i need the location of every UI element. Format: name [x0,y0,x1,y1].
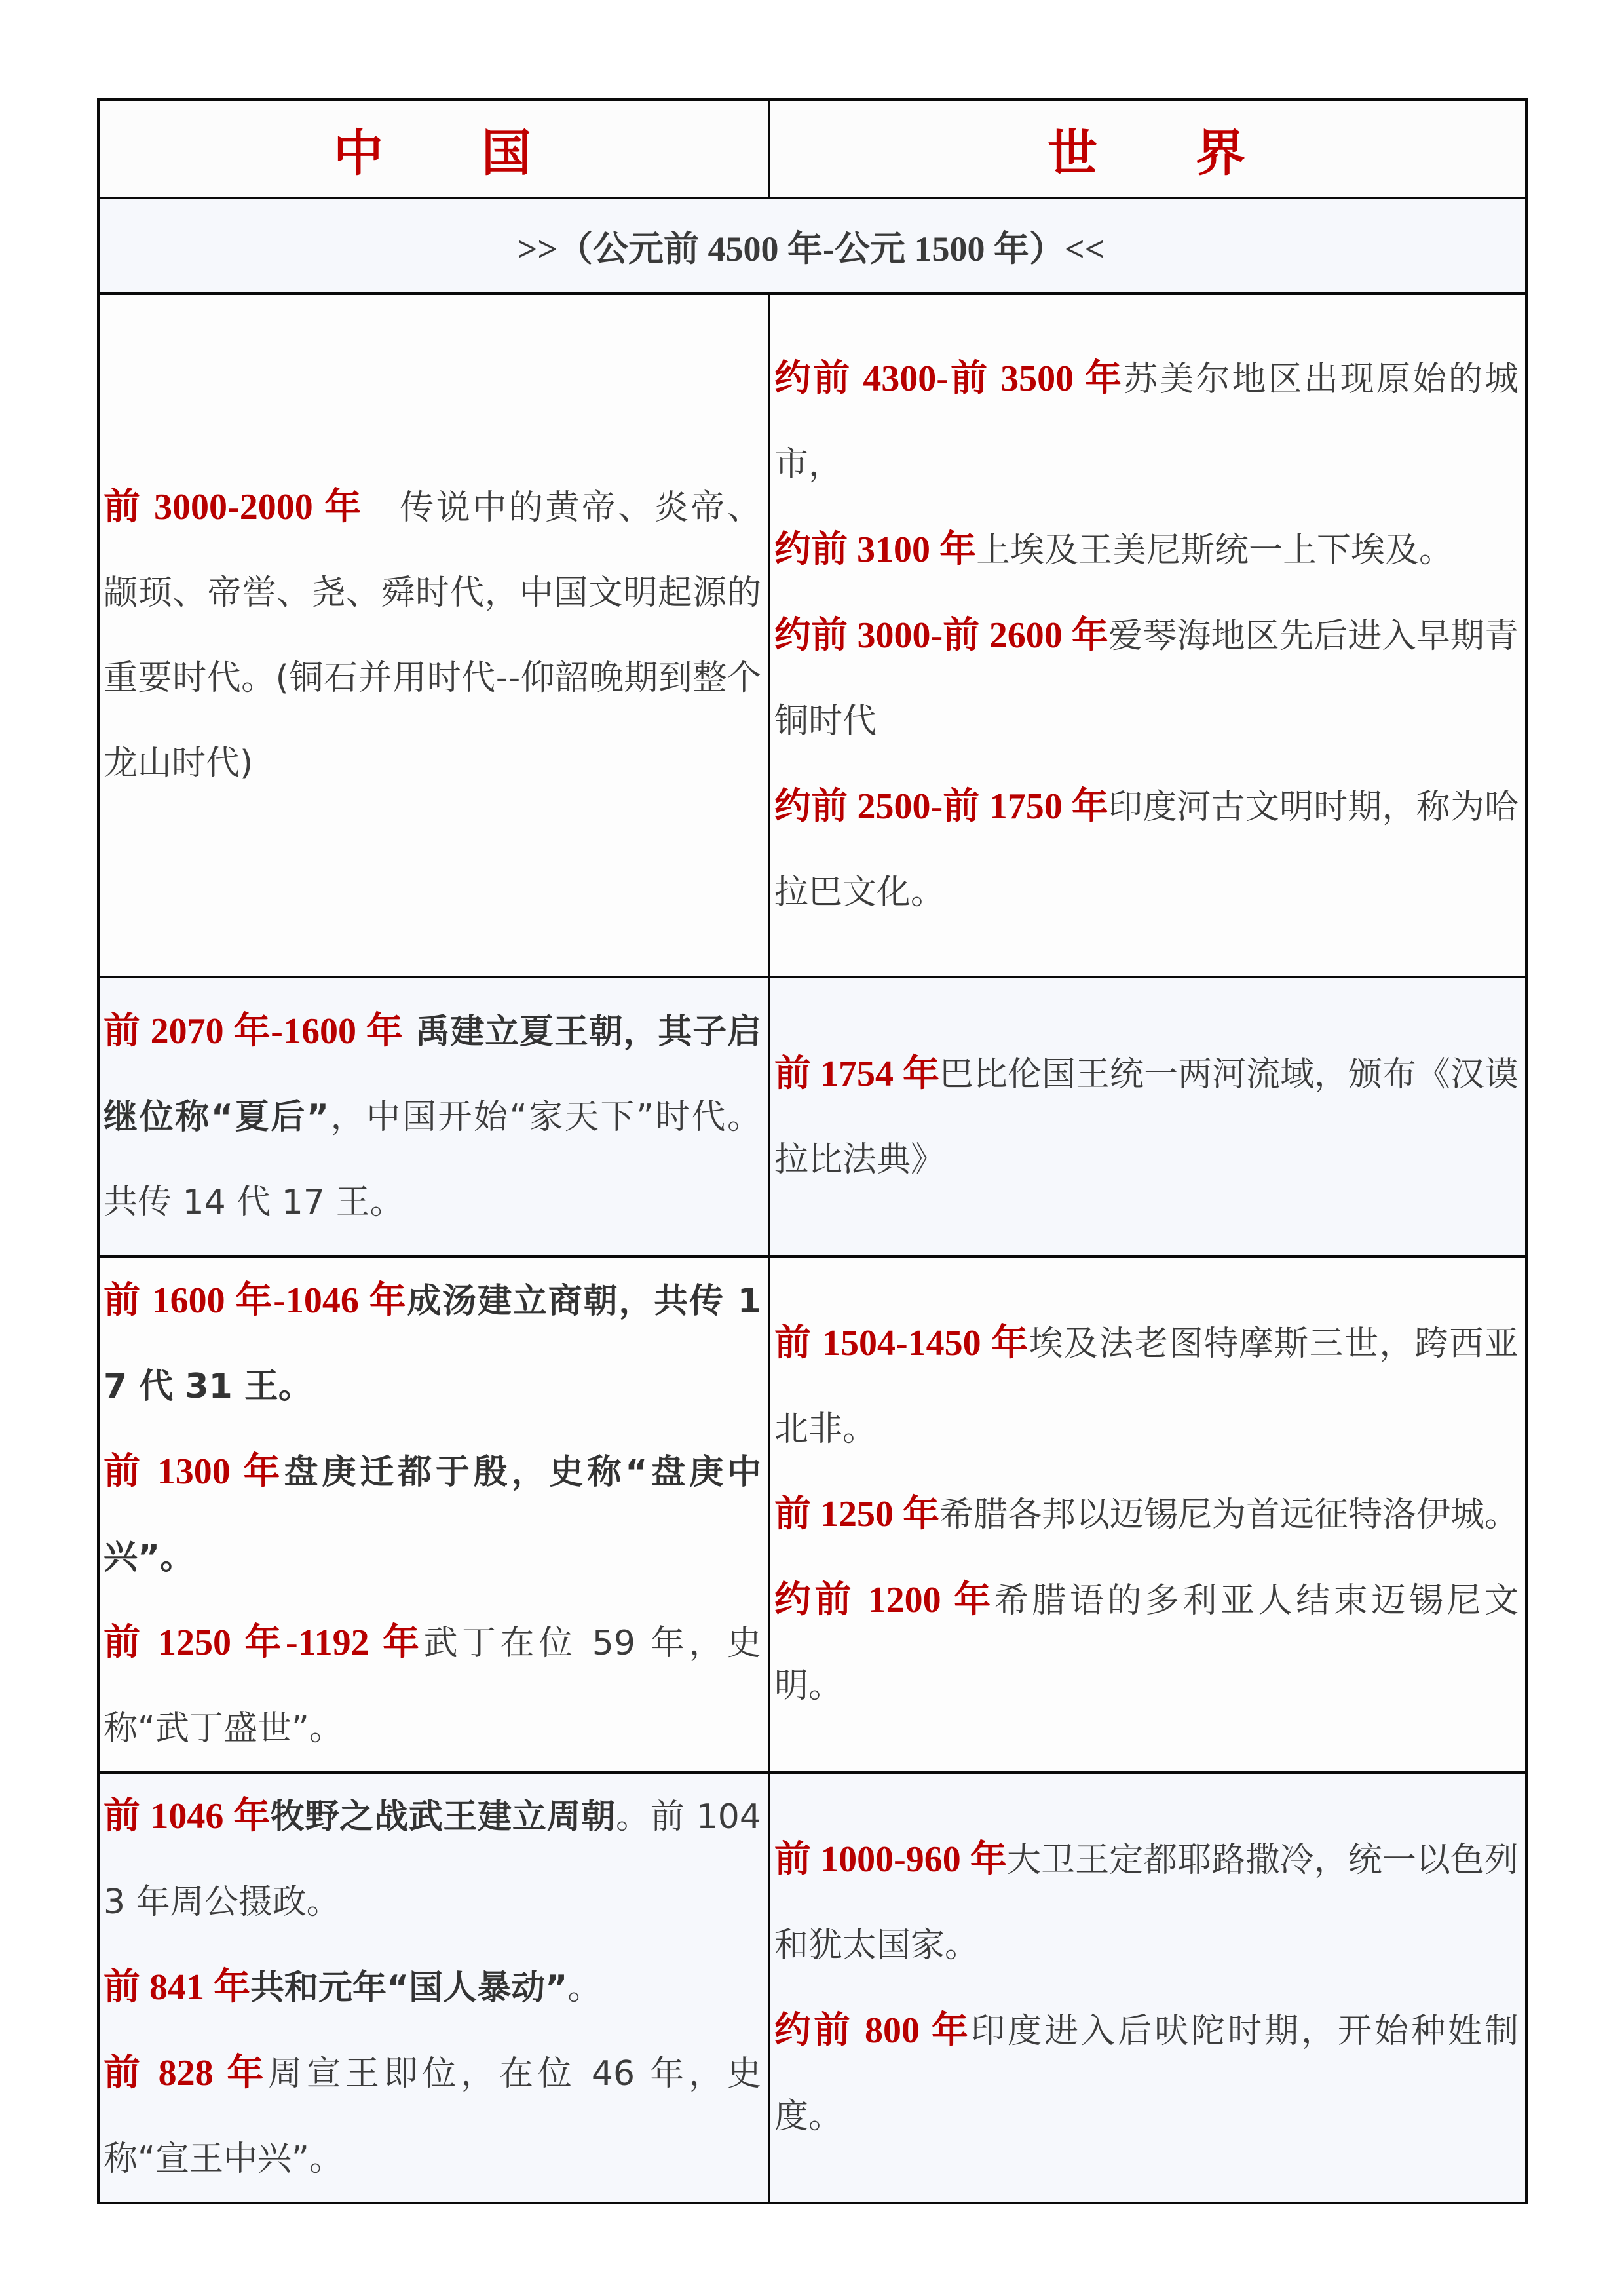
entry-date: 约前 800 年 [774,2010,971,2051]
entry-date: 前 3000-2000 年 [104,487,364,527]
china-cell [98,1772,769,2203]
world-cell [769,1772,1526,2203]
entry-text-bold: 禹建立夏王朝，其子启继位称“夏后” [104,1012,762,1137]
china-entry [104,1774,761,1945]
header-world-cell [769,100,1526,198]
entry-text: 埃及法老图特摩斯三世，跨西亚北非。 [774,1324,1519,1449]
header-china-cell [98,100,769,198]
world-entries [774,336,1519,935]
world-entry [774,1558,1519,1729]
entry-text: 武丁在位 59 年，史称“武丁盛世”。 [104,1624,761,1748]
entry-date: 前 841 年 [104,1967,250,2008]
entry-text-bold: 盘庚迁都于殷，史称“盘庚中兴”。 [104,1453,761,1577]
table-row [98,977,1526,1257]
china-cell [98,977,769,1257]
china-entry [104,465,761,806]
table-row [98,1772,1526,2203]
entry-text: 大卫王定都耶路撒冷，统一以色列和犹太国家。 [774,1840,1519,1965]
history-comparison-table [97,98,1528,2204]
entry-date: 前 1300 年 [104,1451,284,1492]
world-entries [774,1301,1519,1729]
entry-date: 约前 3000-前 2600 年 [774,615,1109,656]
china-cell [98,1257,769,1772]
entry-text: 周宣王即位，在位 46 年，史称“宣王中兴”。 [104,2054,762,2179]
world-entry [774,507,1519,593]
table-row [98,1257,1526,1772]
range-label: >>（公元前 4500 年-公元 1500 年）<< [517,229,1105,269]
entry-date: 约前 1200 年 [774,1580,994,1620]
china-entries [104,1774,761,2202]
entry-text: 。 [567,1968,602,2008]
world-entry [774,1301,1519,1472]
world-entry [774,764,1519,935]
entry-text-bold: 成汤建立商朝，共传 17 代 31 王。 [104,1282,761,1406]
entry-date: 前 1046 年 [104,1796,271,1837]
entry-date: 前 1600 年-1046 年 [104,1280,407,1321]
china-entries [104,465,761,806]
entry-text: ，中国开始“家天下”时代。共传 14 代 17 王。 [104,1098,761,1222]
entry-text: 希腊各邦以迈锡尼为首远征特洛伊城。 [939,1495,1519,1535]
china-entry [104,1600,761,1771]
china-entry [104,1429,761,1600]
entry-text: 苏美尔地区出现原始的城市， [774,359,1519,484]
world-cell [769,294,1526,977]
entry-date: 前 1504-1450 年 [774,1323,1029,1364]
header-china: 中国 [333,123,630,182]
entry-date: 前 1754 年 [774,1054,939,1094]
header-world: 世界 [1048,123,1344,182]
entry-text: 爱琴海地区先后进入早期青铜时代 [774,616,1519,741]
entry-date: 前 1250 年 [774,1494,939,1535]
header-row [98,100,1526,198]
entry-date: 前 2070 年-1600 年 [104,1011,404,1052]
world-entries [774,1817,1519,2159]
world-entries [774,1031,1519,1202]
entry-text: 印度进入后吠陀时期，开始种姓制度。 [774,2011,1519,2136]
china-entry [104,2031,761,2202]
entry-date: 前 828 年 [104,2053,269,2094]
world-cell [769,1257,1526,1772]
entry-date: 约前 2500-前 1750 年 [774,786,1109,827]
world-entry [774,1988,1519,2159]
world-entry [774,1817,1519,1988]
world-entry [774,1031,1519,1202]
entry-date: 约前 4300-前 3500 年 [774,358,1124,399]
entry-date: 约前 3100 年 [774,529,976,570]
table-row [98,294,1526,977]
entry-text-bold: 共和元年“国人暴动” [250,1968,568,2008]
entry-date: 前 1000-960 年 [774,1839,1007,1880]
world-cell [769,977,1526,1257]
china-entry [104,989,761,1245]
world-entry [774,1472,1519,1558]
range-cell [98,198,1526,294]
china-entries [104,1258,761,1771]
entry-text-bold: 牧野之战武王建立周朝 [270,1797,616,1837]
entry-text: 巴比伦国王统一两河流域，颁布《汉谟拉比法典》 [774,1055,1519,1179]
china-entry [104,1945,761,2031]
china-cell [98,294,769,977]
entry-text: 希腊语的多利亚人结束迈锡尼文明。 [774,1581,1519,1706]
world-entry [774,593,1519,764]
entry-text: 。前 1043 年周公摄政。 [104,1797,761,1922]
china-entries [104,989,761,1245]
world-entry [774,336,1519,507]
range-row [98,198,1526,294]
china-entry [104,1258,761,1429]
entry-date: 前 1250 年-1192 年 [104,1622,424,1663]
entry-text: 印度河古文明时期，称为哈拉巴文化。 [774,787,1519,912]
entry-text: 上埃及王美尼斯统一上下埃及。 [976,530,1454,570]
entry-text: 传说中的黄帝、炎帝、颛顼、帝喾、尧、舜时代，中国文明起源的重要时代。(铜石并用时代--仰韶晚期到整个龙山时代) [104,488,761,783]
